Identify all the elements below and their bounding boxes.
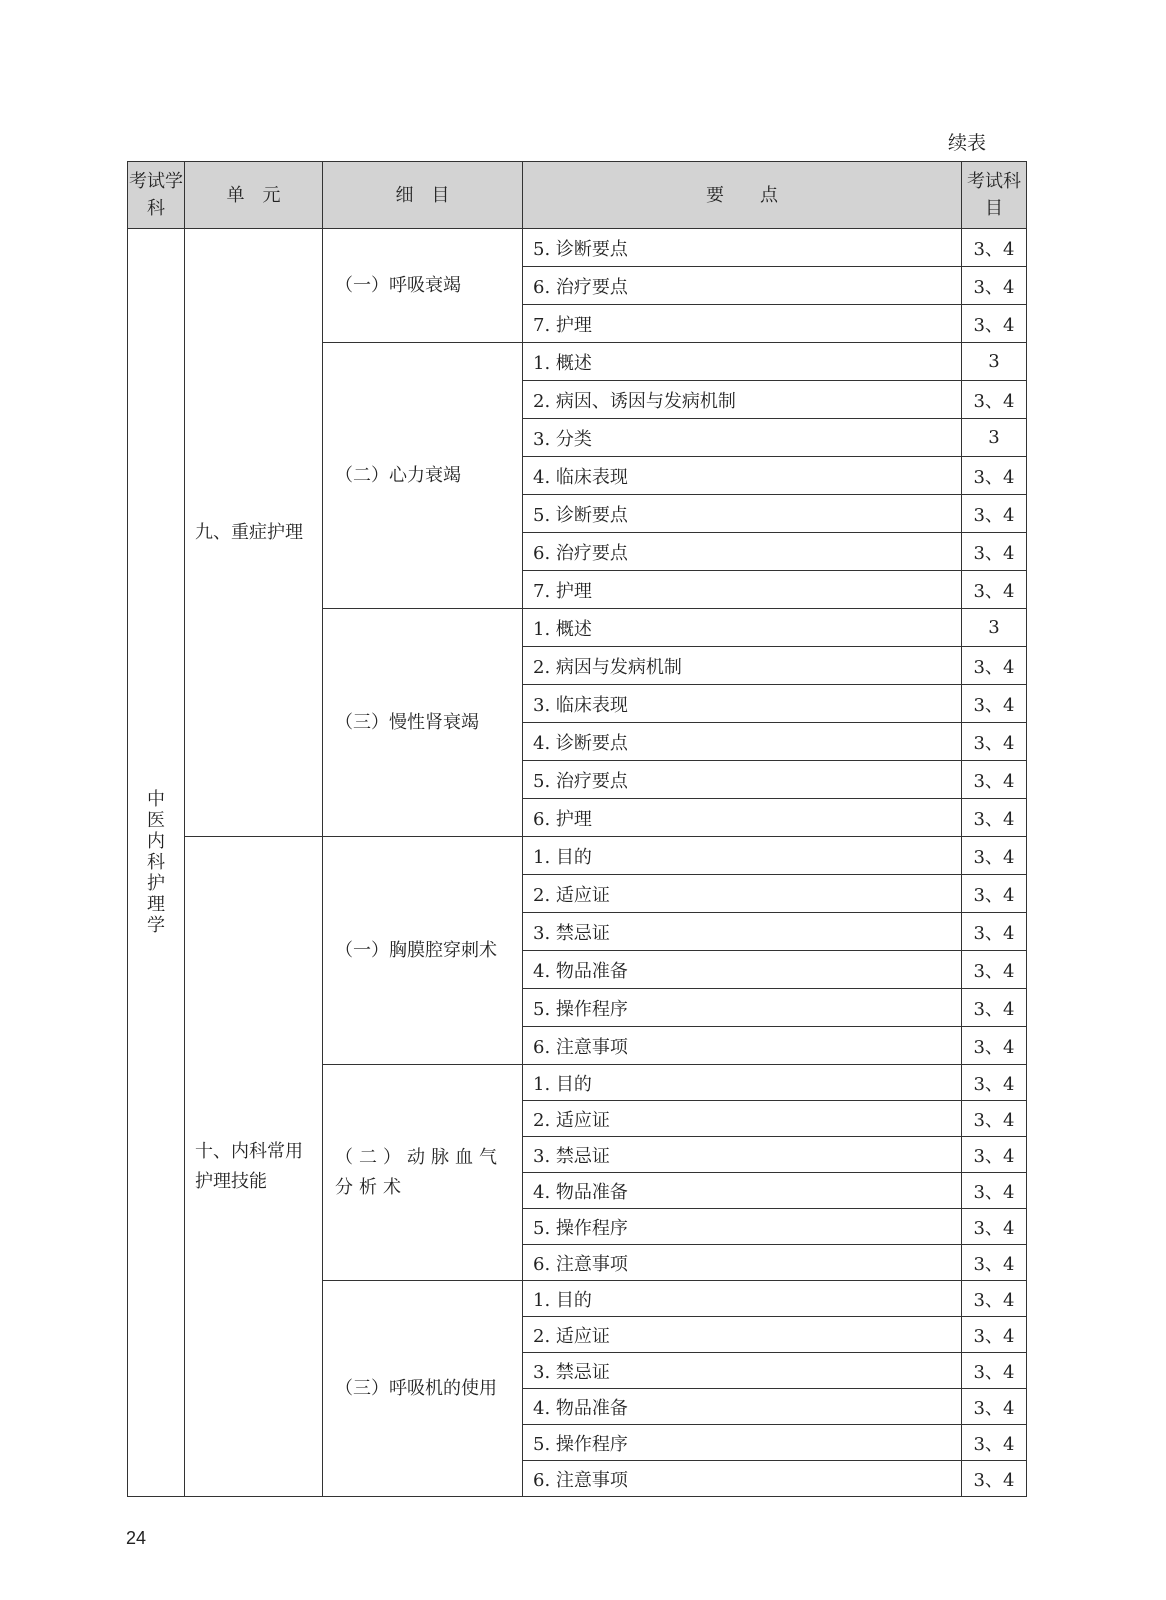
level-cell: 3、4 <box>962 571 1027 609</box>
point-cell: 2. 适应证 <box>523 875 962 913</box>
point-cell: 4. 物品准备 <box>523 1173 962 1209</box>
point-cell: 4. 临床表现 <box>523 457 962 495</box>
subject-cell <box>128 229 185 1497</box>
point-cell: 5. 操作程序 <box>523 1425 962 1461</box>
point-cell: 1. 概述 <box>523 609 962 647</box>
point-cell: 1. 目的 <box>523 1281 962 1317</box>
point-cell: 5. 诊断要点 <box>523 495 962 533</box>
level-cell: 3、4 <box>962 1101 1027 1137</box>
point-cell: 4. 诊断要点 <box>523 723 962 761</box>
level-cell: 3、4 <box>962 875 1027 913</box>
header-item: 细 目 <box>323 162 523 229</box>
header-unit: 单 元 <box>185 162 323 229</box>
point-cell: 2. 病因、诱因与发病机制 <box>523 381 962 419</box>
continuation-label: 续表 <box>948 132 987 154</box>
level-cell: 3、4 <box>962 1245 1027 1281</box>
point-cell: 5. 操作程序 <box>523 1209 962 1245</box>
point-cell: 3. 禁忌证 <box>523 1353 962 1389</box>
level-cell: 3、4 <box>962 1173 1027 1209</box>
level-cell: 3、4 <box>962 533 1027 571</box>
item-cell: （一）呼吸衰竭 <box>323 229 523 343</box>
point-cell: 7. 护理 <box>523 571 962 609</box>
level-cell: 3、4 <box>962 951 1027 989</box>
header-point: 要 点 <box>523 162 962 229</box>
level-cell: 3、4 <box>962 799 1027 837</box>
level-cell: 3、4 <box>962 1209 1027 1245</box>
item-cell: （二）动脉血气分析术 <box>323 1065 523 1281</box>
item-cell: （三）呼吸机的使用 <box>323 1281 523 1497</box>
point-cell: 6. 注意事项 <box>523 1461 962 1497</box>
level-cell: 3、4 <box>962 723 1027 761</box>
level-cell: 3、4 <box>962 989 1027 1027</box>
level-cell: 3、4 <box>962 837 1027 875</box>
level-cell: 3、4 <box>962 1137 1027 1173</box>
point-cell: 6. 护理 <box>523 799 962 837</box>
level-cell: 3、4 <box>962 761 1027 799</box>
point-cell: 2. 适应证 <box>523 1317 962 1353</box>
table-header-row <box>128 162 1027 229</box>
level-cell: 3、4 <box>962 1425 1027 1461</box>
level-cell: 3 <box>962 343 1027 381</box>
level-cell: 3、4 <box>962 495 1027 533</box>
point-cell: 3. 禁忌证 <box>523 913 962 951</box>
item-cell: （三）慢性肾衰竭 <box>323 609 523 837</box>
subject-label: 中医内科护理学 <box>147 789 165 936</box>
point-cell: 3. 禁忌证 <box>523 1137 962 1173</box>
point-cell: 7. 护理 <box>523 305 962 343</box>
point-cell: 4. 物品准备 <box>523 1389 962 1425</box>
point-cell: 3. 分类 <box>523 419 962 457</box>
point-cell: 2. 适应证 <box>523 1101 962 1137</box>
level-cell: 3、4 <box>962 1281 1027 1317</box>
point-cell: 1. 目的 <box>523 837 962 875</box>
point-cell: 6. 治疗要点 <box>523 267 962 305</box>
point-cell: 1. 目的 <box>523 1065 962 1101</box>
page-number: 24 <box>126 1528 147 1548</box>
level-cell: 3、4 <box>962 1389 1027 1425</box>
level-cell: 3、4 <box>962 1353 1027 1389</box>
level-cell: 3、4 <box>962 1317 1027 1353</box>
unit-cell: 九、重症护理 <box>185 229 323 837</box>
level-cell: 3、4 <box>962 457 1027 495</box>
level-cell: 3、4 <box>962 229 1027 267</box>
item-cell: （二）心力衰竭 <box>323 343 523 609</box>
level-cell: 3、4 <box>962 267 1027 305</box>
item-cell: （一）胸膜腔穿刺术 <box>323 837 523 1065</box>
point-cell: 1. 概述 <box>523 343 962 381</box>
point-cell: 6. 注意事项 <box>523 1027 962 1065</box>
level-cell: 3 <box>962 609 1027 647</box>
unit-cell: 十、内科常用护理技能 <box>185 837 323 1497</box>
table-row <box>128 837 1027 875</box>
point-cell: 3. 临床表现 <box>523 685 962 723</box>
point-cell: 5. 操作程序 <box>523 989 962 1027</box>
table-body <box>128 229 1027 1497</box>
point-cell: 5. 诊断要点 <box>523 229 962 267</box>
table-row <box>128 229 1027 267</box>
level-cell: 3、4 <box>962 913 1027 951</box>
level-cell: 3、4 <box>962 1027 1027 1065</box>
level-cell: 3、4 <box>962 305 1027 343</box>
level-cell: 3、4 <box>962 647 1027 685</box>
point-cell: 2. 病因与发病机制 <box>523 647 962 685</box>
level-cell: 3 <box>962 419 1027 457</box>
header-subject: 考试学科 <box>128 162 185 229</box>
point-cell: 6. 治疗要点 <box>523 533 962 571</box>
level-cell: 3、4 <box>962 1461 1027 1497</box>
syllabus-table <box>127 161 1027 1497</box>
point-cell: 5. 治疗要点 <box>523 761 962 799</box>
level-cell: 3、4 <box>962 1065 1027 1101</box>
point-cell: 6. 注意事项 <box>523 1245 962 1281</box>
level-cell: 3、4 <box>962 381 1027 419</box>
header-level: 考试科目 <box>962 162 1027 229</box>
level-cell: 3、4 <box>962 685 1027 723</box>
point-cell: 4. 物品准备 <box>523 951 962 989</box>
